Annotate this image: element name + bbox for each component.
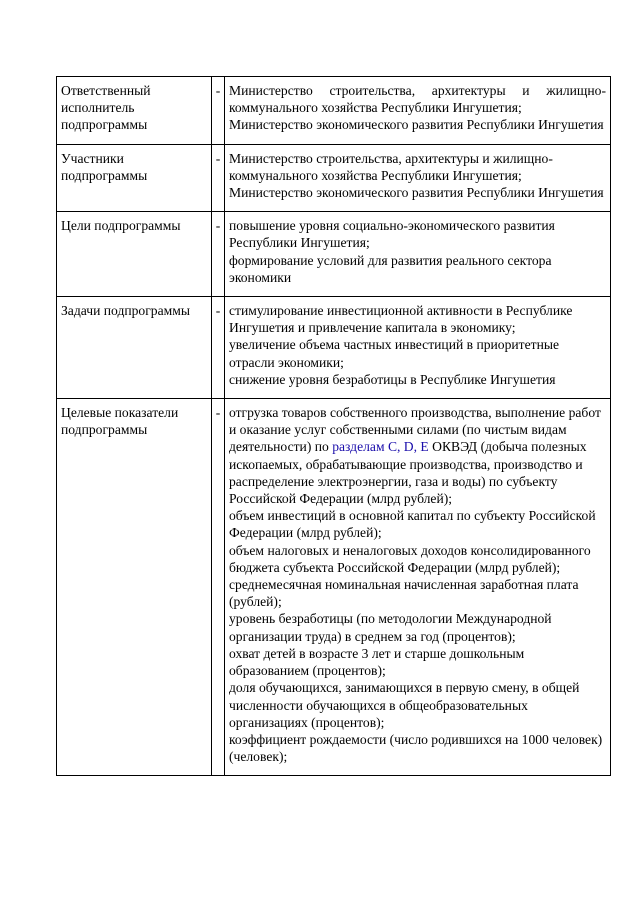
row-label-responsible: Ответственный исполнитель подпрограммы: [57, 77, 212, 145]
content-line: Министерство экономического развития Республики Ингушетия: [229, 117, 604, 133]
row-dash: -: [212, 77, 225, 145]
row-dash: -: [212, 144, 225, 212]
row-content-goals: [225, 212, 611, 297]
indicator-text: отгрузка товаров собственного производства, выполнение работ и оказание услуг собственными силами (по чистым видам деятельности) по: [229, 405, 601, 455]
row-label-participants: Участники подпрограммы: [57, 144, 212, 212]
table-row-goals: [57, 212, 611, 297]
row-content-tasks: [225, 297, 611, 399]
content-line: снижение уровня безработицы в Республике Ингушетия: [229, 371, 556, 387]
table-row-indicators: [57, 399, 611, 776]
content-line: доля обучающихся, занимающихся в первую смену, в общей численности обучающихся в общеобразовательных организациях (процентов);: [229, 680, 580, 730]
content-line: коэффициент рождаемости (число родившихся на 1000 человек) (человек);: [229, 731, 603, 765]
row-label-tasks: Задачи подпрограммы: [57, 297, 212, 399]
row-content-participants: [225, 144, 611, 212]
content-line: Министерство строительства, архитектуры и жилищно-коммунального хозяйства Республики Ингушетия;: [229, 83, 606, 116]
content-line: охват детей в возрасте 3 лет и старше дошкольным образованием (процентов);: [229, 645, 525, 679]
row-content-responsible: [225, 77, 611, 145]
content-line: [229, 404, 606, 507]
okved-sections-link[interactable]: разделам C, D, E: [332, 439, 429, 455]
content-line: Министерство строительства, архитектуры и жилищно-коммунального хозяйства Республики Ингушетия;: [229, 150, 553, 183]
row-dash: -: [212, 212, 225, 297]
content-line: среднемесячная номинальная начисленная заработная плата (рублей);: [229, 577, 579, 610]
table-row-tasks: [57, 297, 611, 399]
row-label-indicators: Целевые показатели подпрограммы: [57, 399, 212, 776]
table-row-responsible: [57, 77, 611, 145]
indicator-text: ОКВЭД (добыча полезных ископаемых, обрабатывающие производства, производство и распределение электроэнергии, газа и воды) по субъекту Российской Федерации (млрд рублей);: [229, 439, 587, 507]
row-dash: -: [212, 297, 225, 399]
content-line: объем инвестиций в основной капитал по субъекту Российской Федерации (млрд рублей);: [229, 508, 596, 541]
content-line: объем налоговых и неналоговых доходов консолидированного бюджета субъекта Российской Федерации (млрд рублей);: [229, 542, 591, 575]
table-row-participants: [57, 144, 611, 212]
content-line: стимулирование инвестиционной активности в Республике Ингушетия и привлечение капитала в экономику;: [229, 303, 573, 336]
row-label-goals: Цели подпрограммы: [57, 212, 212, 297]
content-line: увеличение объема частных инвестиций в приоритетные отрасли экономики;: [229, 337, 560, 370]
content-line: формирование условий для развития реального сектора экономики: [229, 252, 552, 285]
row-dash: -: [212, 399, 225, 776]
row-content-indicators: [225, 399, 611, 776]
content-line: Министерство экономического развития Республики Ингушетия: [229, 185, 604, 201]
content-line: уровень безработицы (по методологии Международной организации труда) в среднем за год (процентов);: [229, 611, 552, 644]
subprogram-passport-table: [56, 76, 611, 776]
content-line: повышение уровня социально-экономического развития Республики Ингушетия;: [229, 218, 555, 251]
